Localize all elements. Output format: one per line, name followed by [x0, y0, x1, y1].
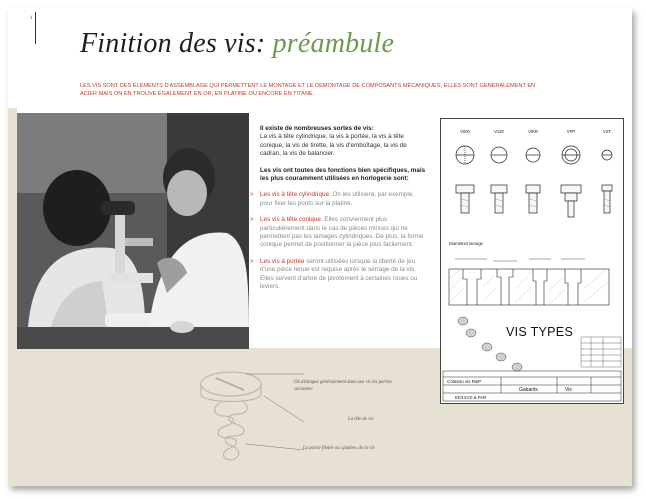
- diametres-label: Diamètres lamage: [449, 241, 483, 246]
- label-v900: V900: [528, 129, 538, 134]
- body-column: [250, 125, 428, 292]
- bullet-cylindrique: [250, 191, 428, 208]
- intro-strong-1: Il existe de nombreuses sortes de vis:: [260, 125, 374, 132]
- caption-head: La tête de vis: [348, 417, 374, 422]
- bullet-lead: Les vis à tête cylindrique.: [260, 191, 331, 199]
- title-block-gabarits: Gabarits: [519, 387, 538, 393]
- title-main: Finition des vis:: [80, 28, 266, 59]
- bullet-text: Elles conviennent plus particulièrement dans le cas de pièces minces qui ne permettent pas les lamages cylindriques. De plus, la forme conique permet de positionner la pièce plus facilement.: [260, 216, 424, 249]
- bullet-text: seront utilisées lorsque la liberté de jeu d'une pièce tenue est requise après le serrage de la vis. Elles servent d'arbre de pivotement à certaines roues ou leviers.: [260, 257, 418, 291]
- screw-types-list: La vis à tête cylindrique, la vis à portée, la vis à tête conique, la vis de tirette, la vis d'emboîtage, la vis de cadran, la vis de balancier.: [260, 133, 407, 158]
- screw-illustration: [176, 356, 306, 476]
- vis-types-heading: VIS TYPES: [506, 325, 574, 339]
- bullet-lead: Les vis à tête conique.: [260, 216, 323, 224]
- title-block-name: Cotation vis R&P: [447, 379, 482, 384]
- bullet-portee: [250, 257, 428, 292]
- label-vpp: VPP: [566, 129, 576, 134]
- workshop-photo: [17, 113, 249, 349]
- label-v000: V000: [460, 129, 470, 134]
- corner-mark: [35, 12, 36, 44]
- beige-strip: [8, 108, 17, 348]
- bullet-conique: [250, 216, 428, 250]
- title-accent: préambule: [272, 28, 395, 59]
- caption-parts: On distingue généralement dans une vis les parties suivantes:: [294, 380, 392, 392]
- caption-thread: La partie filetée ou «jambe» de la vis: [303, 446, 375, 451]
- page-title: [80, 28, 394, 60]
- catalog-page: [8, 8, 632, 486]
- bullet-text: On les utilisera, par exemple, pour fixer les ponts sur la platine.: [260, 191, 414, 207]
- arrow-icon: >: [250, 258, 254, 265]
- label-vst: VST: [602, 129, 612, 134]
- intro-paragraph: LES VIS SONT DES ÉLÉMENTS D'ASSEMBLAGE QUI PERMETTENT LE MONTAGE ET LE DÉMONTAGE DE COMPOSANTS MÉCANIQUES, ELLES SONT GÉNÉRALEMENT EN ACIER MAIS ON EN TROUVE ÉGALEMENT EN OR, EN PLATINE OU ENCORE EN TITANE.: [80, 83, 536, 98]
- arrow-icon: >: [250, 217, 254, 224]
- bullet-lead: Les vis à portée: [260, 257, 305, 265]
- arrow-icon: >: [250, 192, 254, 199]
- technical-drawing: [440, 118, 624, 404]
- label-v120: V120: [494, 129, 504, 134]
- title-block-company: RENAUD & PAPI: [455, 395, 487, 400]
- title-block-vis: Vis: [565, 387, 572, 393]
- page-number: 4: [30, 16, 33, 21]
- intro-strong-2: Les vis ont toutes des fonctions bien spécifiques, mais les plus couramment utilisées en horlogerie sont:: [260, 166, 426, 183]
